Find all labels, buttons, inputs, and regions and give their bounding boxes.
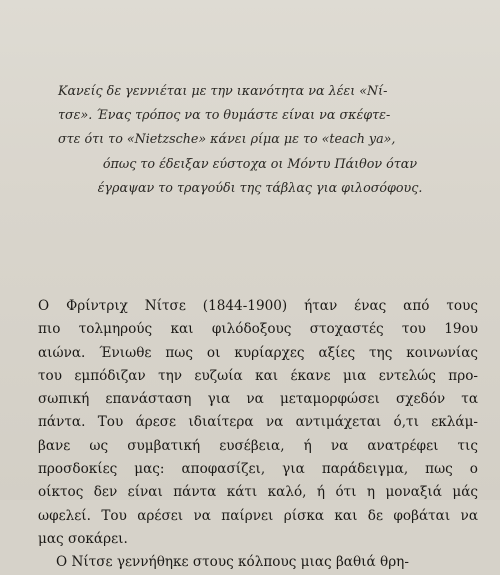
- body-line: ωφελεί. Του αρέσει να παίρνει ρίσκα και δε φοβάται να: [38, 507, 478, 524]
- body-line: αιώνα. Ένιωθε πως οι κυρίαρχες αξίες της κοινωνίας: [38, 344, 478, 361]
- body-line: σωπική επανάσταση για να μεταμορφώσει σχεδόν τα: [38, 391, 478, 408]
- quote-line: τσε». Ένας τρόπος να το θυμάστε είναι να σκέφτε-: [58, 107, 391, 123]
- body-line: Ο Νίτσε γεννήθηκε στους κόλπους μιας βαθιά θρη-: [56, 554, 409, 571]
- epigraph-quote: [58, 79, 462, 200]
- body-line: βανε ως συμβατική ευσέβεια, ή να ανατρέφει τις: [38, 437, 478, 454]
- body-line: του εμπόδιζαν την ευζωία και έκανε μια εντελώς προ-: [38, 367, 478, 384]
- quote-line: στε ότι το «Nietzsche» κάνει ρίμα με το «teach ya»,: [58, 131, 396, 147]
- body-paragraph: [38, 295, 478, 575]
- body-line: πάντα. Του άρεσε ιδιαίτερα να αντιμάχεται ό,τι εκλάμ-: [38, 414, 478, 431]
- quote-line: όπως το έδειξαν εύστοχα οι Μόντυ Πάιθον όταν: [102, 155, 418, 171]
- body-line: μας σοκάρει.: [38, 530, 128, 547]
- body-line: Ο Φρίντριχ Νίτσε (1844-1900) ήταν ένας από τους: [38, 298, 478, 314]
- body-line: οίκτος δεν είναι πάντα κάτι καλό, ή ότι η μοναξιά μάς: [38, 484, 478, 501]
- quote-line: έγραψαν το τραγούδι της τάβλας για φιλοσόφους.: [97, 179, 423, 195]
- body-line: προσδοκίες μας: αποφασίζει, για παράδειγμα, πως ο: [38, 461, 478, 478]
- body-line: πιο τολμηρούς και φιλόδοξους στοχαστές του 19ου: [38, 321, 478, 338]
- quote-line: Κανείς δε γεννιέται με την ικανότητα να λέει «Νί-: [58, 83, 388, 98]
